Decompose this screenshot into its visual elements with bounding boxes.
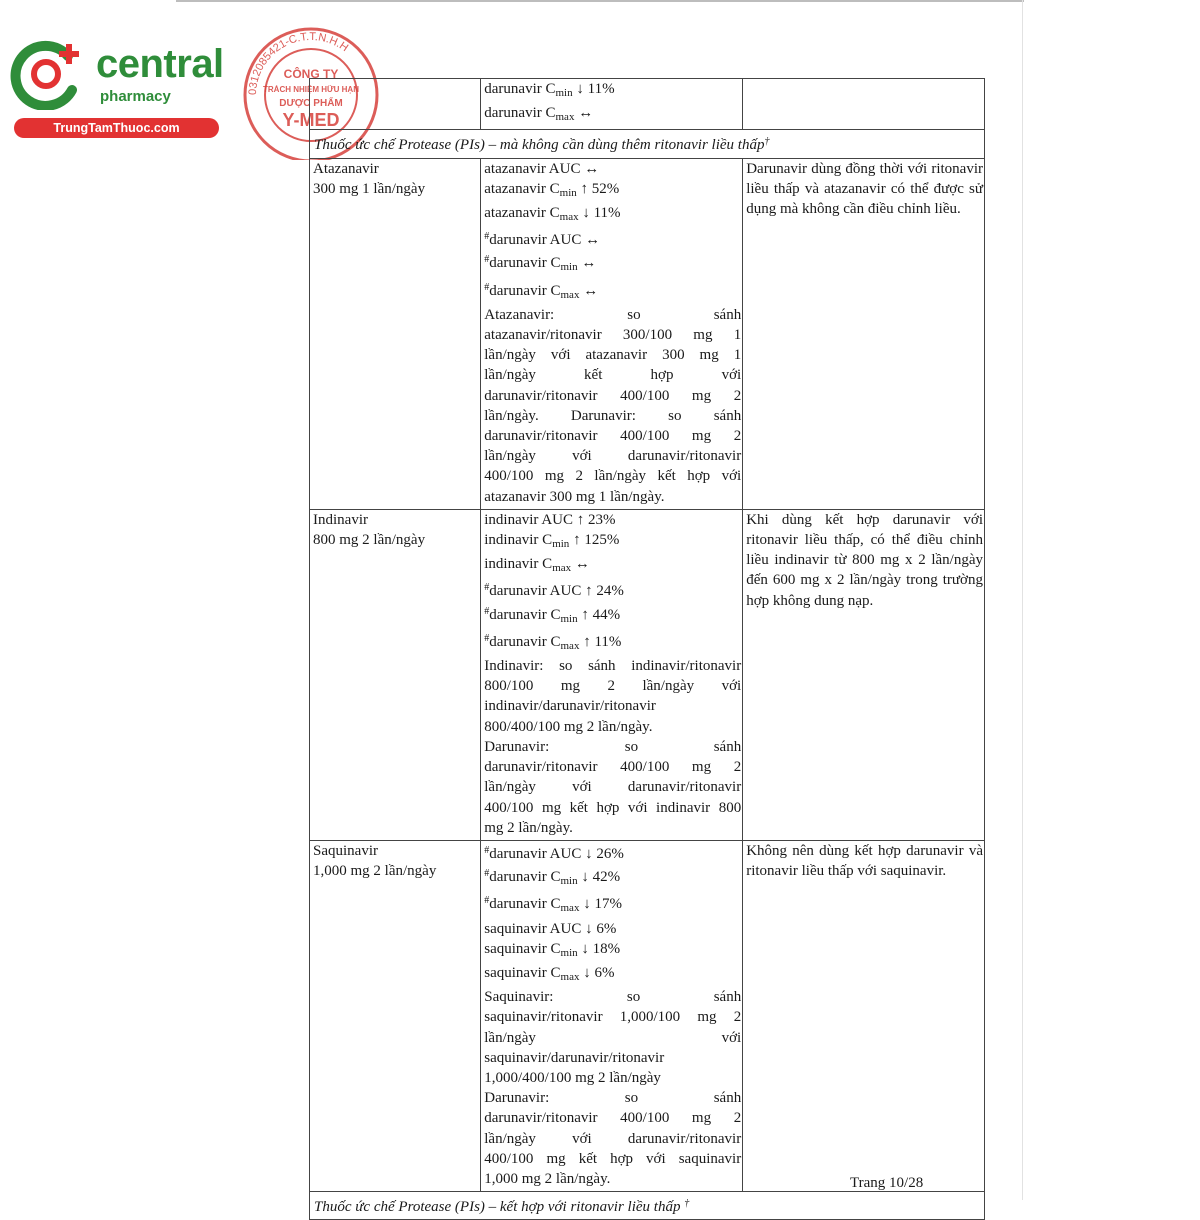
section-heading-row [310, 130, 985, 158]
comparison-line: lần/ngày với darunavir/ritonavir [484, 1130, 742, 1147]
comparison-line: lần/ngày với [484, 1029, 742, 1046]
comparison-line: darunavir/ritonavir 400/100 mg 2 [484, 387, 742, 404]
effect-line: #darunavir AUC ↔ [484, 231, 601, 249]
svg-text:TRÁCH NHIỆM HỮU HẠN: TRÁCH NHIỆM HỮU HẠN [263, 85, 359, 94]
comparison-line: lần/ngày với darunavir/ritonavir [484, 448, 742, 465]
comparison-line: Saquinavir: so sánh [484, 989, 742, 1006]
table-row-indinavir [310, 509, 985, 840]
comparison-line: 800/400/100 mg 2 lần/ngày. [484, 718, 653, 735]
effect-line: #darunavir $C_{min}$ ↑ 44% [484, 605, 621, 625]
comparison-line: darunavir/ritonavir 400/100 mg 2 [484, 759, 742, 776]
logo-subtitle: pharmacy [100, 88, 171, 105]
comparison-line: darunavir/ritonavir 400/100 mg 2 [484, 1110, 742, 1127]
effect-line: saquinavir $C_{min}$ ↓ 18% [484, 940, 621, 959]
comparison-line: Indinavir: so sánh indinavir/ritonavir [484, 658, 742, 675]
page-number: Trang 10/28 [850, 1175, 924, 1191]
recommendation-cell [743, 79, 985, 130]
effect-line: saquinavir AUC ↓ 6% [484, 920, 617, 937]
table-row-saquinavir [310, 840, 985, 1191]
drug-name: Atazanavir [313, 160, 379, 177]
drug-cell [310, 79, 481, 130]
logo-name: central [96, 42, 224, 86]
comparison-line: lần/ngày với darunavir/ritonavir [484, 779, 742, 796]
effect-cell [481, 79, 743, 130]
drug-cell [310, 158, 481, 509]
drug-name: Indinavir [313, 511, 368, 528]
drug-name: Saquinavir [313, 842, 378, 859]
svg-text:DƯỢC PHẨM: DƯỢC PHẨM [279, 98, 343, 109]
comparison-line: saquinavir/darunavir/ritonavir [484, 1049, 665, 1066]
drug-dose: 800 mg 2 lần/ngày [313, 532, 426, 549]
comparison-line: 1,000/400/100 mg 2 lần/ngày [484, 1069, 661, 1086]
comparison-line: indinavir/darunavir/ritonavir [484, 698, 656, 715]
effect-line: #darunavir $C_{max}$ ↑ 11% [484, 632, 622, 652]
effect-line: #darunavir $C_{min}$ ↔ [484, 254, 597, 274]
comparison-line: Atazanavir: so sánh [484, 306, 742, 323]
drug-interaction-table [309, 78, 985, 1220]
comparison-line: atazanavir/ritonavir 300/100 mg 1 [484, 327, 742, 344]
effect-line: saquinavir $C_{max}$ ↓ 6% [484, 964, 615, 983]
page-top-edge [176, 0, 1024, 2]
effect-cell [481, 840, 743, 1191]
drug-cell [310, 840, 481, 1191]
effect-line: #darunavir $C_{min}$ ↓ 42% [484, 868, 621, 888]
comparison-line: Darunavir: so sánh [484, 738, 742, 755]
logo-website: TrungTamThuoc.com [14, 118, 219, 138]
effect-line: darunavir $C_{max}$ ↔ [484, 105, 594, 124]
effect-line: #darunavir AUC ↓ 26% [484, 844, 624, 862]
table-row-continued [310, 79, 985, 130]
effect-line: #darunavir $C_{max}$ ↓ 17% [484, 895, 622, 915]
section-heading: Thuốc ức chế Protease (PIs) – kết hợp với ritonavir liều thấp † [310, 1192, 985, 1220]
effect-line: atazanavir $C_{min}$ ↑ 52% [484, 180, 620, 199]
pharmacy-cross-icon [10, 38, 90, 110]
central-pharmacy-logo [10, 38, 224, 138]
effect-line: #darunavir $C_{max}$ ↔ [484, 281, 599, 301]
effect-line: #darunavir AUC ↑ 24% [484, 582, 624, 600]
drug-dose: 1,000 mg 2 lần/ngày [313, 863, 437, 880]
svg-text:Y-MED: Y-MED [282, 110, 340, 130]
svg-text:0312085421-C.T.T.N.H.H: 0312085421-C.T.T.N.H.H [246, 30, 351, 96]
section-heading-row [310, 1192, 985, 1220]
comparison-line: lần/ngày kết hợp với [484, 367, 742, 384]
svg-text:CÔNG TY: CÔNG TY [283, 67, 339, 81]
drug-dose: 300 mg 1 lần/ngày [313, 180, 426, 197]
page-right-edge [1022, 0, 1023, 1200]
recommendation-cell: Khi dùng kết hợp darunavir với ritonavir liều thấp, có thể điều chỉnh liều indinavir từ 800 mg x 2 lần/ngày đến 600 mg x 2 lần/ngày trong trường hợp không dung nạp. [743, 509, 985, 840]
effect-line: atazanavir $C_{max}$ ↓ 11% [484, 205, 621, 224]
comparison-line: Darunavir: so sánh [484, 1090, 742, 1107]
comparison-line: 800/100 mg 2 lần/ngày với [484, 678, 742, 695]
drug-cell [310, 509, 481, 840]
table-row-atazanavir [310, 158, 985, 509]
effect-line: darunavir $C_{min}$ ↓ 11% [484, 81, 615, 99]
comparison-line: 400/100 mg kết hợp với saquinavir [484, 1150, 742, 1167]
effect-cell [481, 158, 743, 509]
comparison-line: darunavir/ritonavir 400/100 mg 2 [484, 428, 742, 445]
comparison-line: atazanavir 300 mg 1 lần/ngày. [484, 488, 665, 505]
comparison-line: lần/ngày với atazanavir 300 mg 1 [484, 347, 742, 364]
effect-line: indinavir AUC ↑ 23% [484, 511, 616, 528]
section-heading: Thuốc ức chế Protease (PIs) – mà không cần dùng thêm ritonavir liều thấp† [310, 130, 985, 158]
recommendation-cell: Không nên dùng kết hợp darunavir và ritonavir liều thấp với saquinavir. [743, 840, 985, 1191]
comparison-line: 400/100 mg 2 lần/ngày kết hợp với [484, 468, 742, 485]
comparison-line: 400/100 mg kết hợp với indinavir 800 [484, 799, 742, 816]
effect-line: atazanavir AUC ↔ [484, 160, 600, 177]
comparison-line: saquinavir/ritonavir 1,000/100 mg 2 [484, 1009, 742, 1026]
effect-line: indinavir $C_{max}$ ↔ [484, 556, 590, 575]
recommendation-cell: Darunavir dùng đồng thời với ritonavir liều thấp và atazanavir có thể được sử dụng mà không cần điều chỉnh liều. [743, 158, 985, 509]
effect-cell [481, 509, 743, 840]
comparison-line: 1,000 mg 2 lần/ngày. [484, 1170, 611, 1187]
effect-line: indinavir $C_{min}$ ↑ 125% [484, 532, 620, 551]
comparison-line: lần/ngày. Darunavir: so sánh [484, 407, 742, 424]
comparison-line: mg 2 lần/ngày. [484, 819, 573, 836]
